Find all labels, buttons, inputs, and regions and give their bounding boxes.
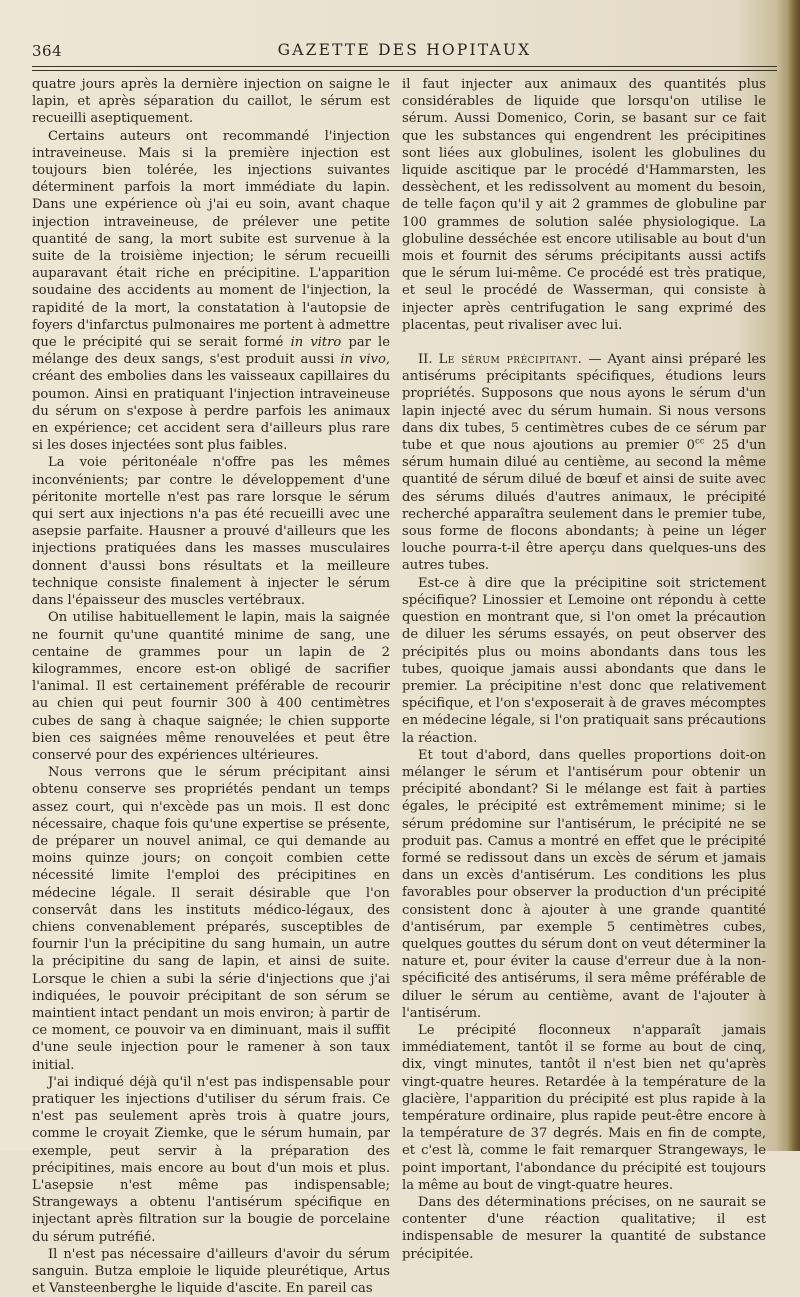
paragraph: Est-ce à dire que la précipitine soit strictement spécifique? Linossier et Lemoine ont répondu à cette question en montrant que, si l'on omet la précaution de diluer les sérums essayés, on peut observer des précipités plus ou moins abondants dans tous les tubes, quoique jamais aussi abondants que dans le premier. La précipitine n'est donc que relativement spécifique, et l'on s'exposerait à de graves mécomptes en médecine légale, si l'on pratiquait sans précautions la réaction. [402, 575, 766, 746]
header-rule-bottom [32, 70, 777, 71]
page-binding-edge [786, 0, 800, 1151]
paragraph: Il n'est pas nécessaire d'ailleurs d'avoir du sérum sanguin. Butza emploie le liquide pleurétique, Artus et Vansteenberghe le liquide d'ascite. En pareil cas [32, 1246, 390, 1297]
paragraph: Certains auteurs ont recommandé l'injection intraveineuse. Mais si la première injection est toujours bien tolérée, les injections suivantes déterminent parfois la mort immédiate du lapin. Dans une expérience où j'ai eu soin, avant chaque injection intraveineuse, de prélever une petite quantité de sang, la mort subite est survenue à la suite de la troisième injection; le sérum recueilli auparavant était riche en précipitine. L'apparition soudaine des accidents au moment de l'injection, la rapidité de la mort, la constatation à l'autopsie de foyers d'infarctus pulmonaires me portent à admettre que le précipité qui se serait formé in vitro par le mélange des deux sangs, s'est produit aussi in vivo, créant des embolies dans les vaisseaux capillaires du poumon. Ainsi en pratiquant l'injection intraveineuse du sérum on s'expose à perdre parfois les animaux en expérience; cet accident sera d'ailleurs plus rare si les doses injectées sont plus faibles. [32, 128, 391, 454]
left-column [32, 76, 391, 1297]
paragraph: J'ai indiqué déjà qu'il n'est pas indispensable pour pratiquer les injections d'utiliser du sérum frais. Ce n'est pas seulement après trois à quatre jours, comme le croyait Ziemke, que le sérum humain, par exemple, peut servir à la préparation des précipitines, mais encore au bout d'un mois et plus. L'asepsie n'est même pas indispensable; Strangeways a obtenu l'antisérum spécifique en injectant après filtration sur la bougie de porcelaine du sérum putréfié. [32, 1074, 390, 1245]
section-number: II. [418, 352, 433, 368]
page-header [32, 40, 777, 64]
section-paragraph: II. Le sérum précipitant. — Ayant ainsi préparé les antisérums précipitants spécifiques, étudions leurs propriétés. Supposons que nous ayons le sérum d'un lapin injecté avec du sérum humain. Si nous versons dans dix tubes, 5 centimètres cubes de ce sérum par tube et que nous ajoutions au premier $0^{cc}$ 25 d'un sérum humain dilué au centième, au second la même quantité de sérum dilué de bœuf et ainsi de suite avec des sérums dilués d'autres animaux, le précipité recherché apparaîtra seulement dans le premier tube, sous forme de flocons abondants; à peine un léger louche pourra-t-il être aperçu dans quelques-uns des autres tubes. [402, 352, 767, 574]
section-title: Le sérum précipitant. [438, 352, 583, 368]
paragraph: Le précipité floconneux n'apparaît jamais immédiatement, tantôt il se forme au bout de cinq, dix, vingt minutes, tantôt il n'est bien net qu'après vingt-quatre heures. Retardée à la température de la glacière, l'apparition du précipité est plus rapide à la température ordinaire, plus rapide peut-être encore à la température de 37 degrés. Mais en fin de compte, et c'est là, comme le fait remarquer Strangeways, le point important, l'abondance du précipité est toujours la même au bout de vingt-quatre heures. [402, 1022, 766, 1193]
paragraph: Nous verrons que le sérum précipitant ainsi obtenu conserve ses propriétés pendant un temps assez court, qui n'excède pas un mois. Il est donc nécessaire, chaque fois qu'une expertise se présente, de préparer un nouvel animal, ce qui demande au moins quinze jours; on conçoit combien cette nécessité limite l'emploi des précipitines en médecine légale. Il serait désirable que l'on conservât dans les instituts médico-légaux, des chiens convenablement préparés, susceptibles de fournir l'un la précipitine du sang humain, un autre la précipitine du sang de lapin, et ainsi de suite. Lorsque le chien a subi la série d'injections que j'ai indiquées, le pouvoir précipitant de son sérum se maintient intact pendant un mois environ; à partir de ce moment, ce pouvoir va en diminuant, mais il suffit d'une seule injection pour le ramener à son taux initial. [32, 765, 390, 1073]
paragraph: La voie péritonéale n'offre pas les mêmes inconvénients; par contre le développement d'une péritonite mortelle n'est pas rare lorsque le sérum qui sert aux injections n'a pas été recueilli avec une asepsie parfaite. Hausner a prouvé d'ailleurs que les injections pratiquées dans les masses musculaires donnent d'aussi bons résultats et la meilleure technique consiste finalement à injecter le sérum dans l'épaisseur des muscles vertébraux. [32, 455, 390, 609]
header-rule-top [32, 66, 777, 67]
running-title: GAZETTE DES HOPITAUX [277, 41, 532, 59]
paragraph: Dans des déterminations précises, on ne saurait se contenter d'une réaction qualitative; il est indispensable de mesurer la quantité de substance précipitée. [402, 1195, 766, 1262]
paragraph: On utilise habituellement le lapin, mais la saignée ne fournit qu'une quantité minime de sang, une centaine de grammes pour un lapin de 2 kilogrammes, encore est-on obligé de sacrifier l'animal. Il est certainement préférable de recourir au chien qui peut fournir 300 à 400 centimètres cubes de sang à chaque saignée; le chien supporte bien ces saignées même renouvelées et peut être conservé pour des expériences ultérieures. [32, 610, 390, 763]
right-column [402, 76, 767, 1262]
paragraph: il faut injecter aux animaux des quantités plus considérables de liquide que lorsqu'on utilise le sérum. Aussi Domenico, Corin, se basant sur ce fait que les substances qui engendrent les précipitines sont liées aux globulines, isolent les globulines du liquide ascitique par le procédé d'Hammarsten, les dessèchent, et les redissolvent au moment du besoin, de telle façon qu'il y ait 2 grammes de globuline par 100 grammes de solution salée physiologique. La globuline desséchée est encore utilisable au bout d'un mois et fournit des sérums précipitants aussi actifs que le sérum lui-même. Ce procédé est très pratique, et seul le procédé de Wasserman, qui consiste à injecter après centrifugation le sang exprimé des placentas, peut rivaliser avec lui. [402, 77, 766, 333]
page-number: 364 [32, 42, 63, 60]
paragraph: quatre jours après la dernière injection on saigne le lapin, et après séparation du caillot, le sérum est recueilli aseptiquement. [32, 77, 390, 127]
paragraph: Et tout d'abord, dans quelles proportions doit-on mélanger le sérum et l'antisérum pour obtenir un précipité abondant? Si le mélange est fait à parties égales, le précipité est extrêmement minime; si le sérum prédomine sur l'antisérum, le précipité ne se produit pas. Camus a montré en effet que le précipité formé se redissout dans un excès de sérum et jamais dans un excès d'antisérum. Les conditions les plus favorables pour observer la production d'un précipité consistent donc à ajouter à une grande quantité d'antisérum, par exemple 5 centimètres cubes, quelques gouttes du sérum dont on veut déterminer la nature et, pour éviter la cause d'erreur due à la non-spécificité des antisérums, il sera même préférable de diluer le sérum au centième, avant de l'ajouter à l'antisérum. [402, 747, 766, 1021]
